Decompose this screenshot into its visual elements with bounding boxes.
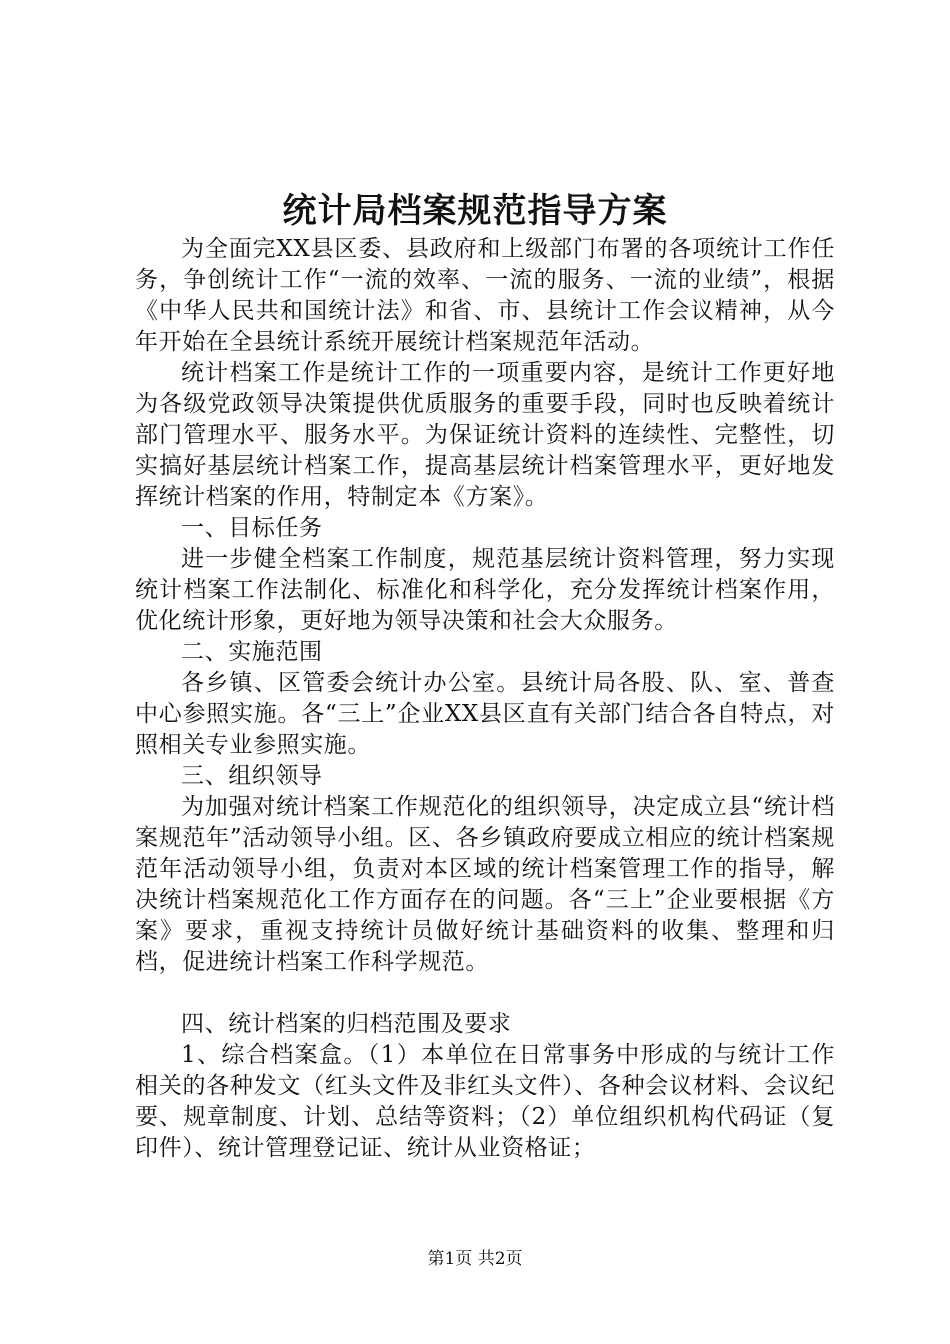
section-heading-goals: 一、目标任务 [181, 515, 323, 541]
section-heading-leadership: 三、组织领导 [181, 763, 323, 789]
document-body [135, 234, 835, 1164]
paragraph-goals: 进一步健全档案工作制度，规范基层统计资料管理，努力实现统计档案工作法制化、标准化和科学化，充分发挥统计档案作用，优化统计形象，更好地为领导决策和社会大众服务。 [135, 546, 835, 634]
paragraph-scope: 各乡镇、区管委会统计办公室。县统计局各股、队、室、普查中心参照实施。各“三上”企业XX县区直有关部门结合各自特点，对照相关专业参照实施。 [135, 670, 835, 758]
paragraph-archive-box: 1、综合档案盒。（1）本单位在日常事务中形成的与统计工作相关的各种发文（红头文件及非红头文件）、各种会议材料、会议纪要、规章制度、计划、总结等资料；（2）单位组织机构代码证（复印件）、统计管理登记证、统计从业资格证； [135, 1042, 835, 1161]
paragraph-leadership: 为加强对统计档案工作规范化的组织领导，决定成立县“统计档案规范年”活动领导小组。区、各乡镇政府要成立相应的统计档案规范年活动领导小组，负责对本区域的统计档案管理工作的指导，解决统计档案规范化工作方面存在的问题。各“三上”企业要根据《方案》要求，重视支持统计员做好统计基础资料的收集、整理和归档，促进统计档案工作科学规范。 [135, 794, 835, 975]
section-heading-archive-scope: 四、统计档案的归档范围及要求 [181, 1011, 512, 1037]
paragraph-intro: 为全面完XX县区委、县政府和上级部门布署的各项统计工作任务，争创统计工作“一流的效率、一流的服务、一流的业绩”，根据《中华人民共和国统计法》和省、市、县统计工作会议精神，从今年开始在全县统计系统开展统计档案规范年活动。 [135, 236, 835, 355]
page-footer: 第1页 共2页 [427, 1249, 523, 1269]
section-heading-scope: 二、实施范围 [181, 639, 323, 665]
document-title: 统计局档案规范指导方案 [282, 191, 668, 231]
paragraph-background: 统计档案工作是统计工作的一项重要内容，是统计工作更好地为各级党政领导决策提供优质服务的重要手段，同时也反映着统计部门管理水平、服务水平。为保证统计资料的连续性、完整性，切实搞好基层统计档案工作，提高基层统计档案管理水平，更好地发挥统计档案的作用，特制定本《方案》。 [135, 360, 835, 510]
